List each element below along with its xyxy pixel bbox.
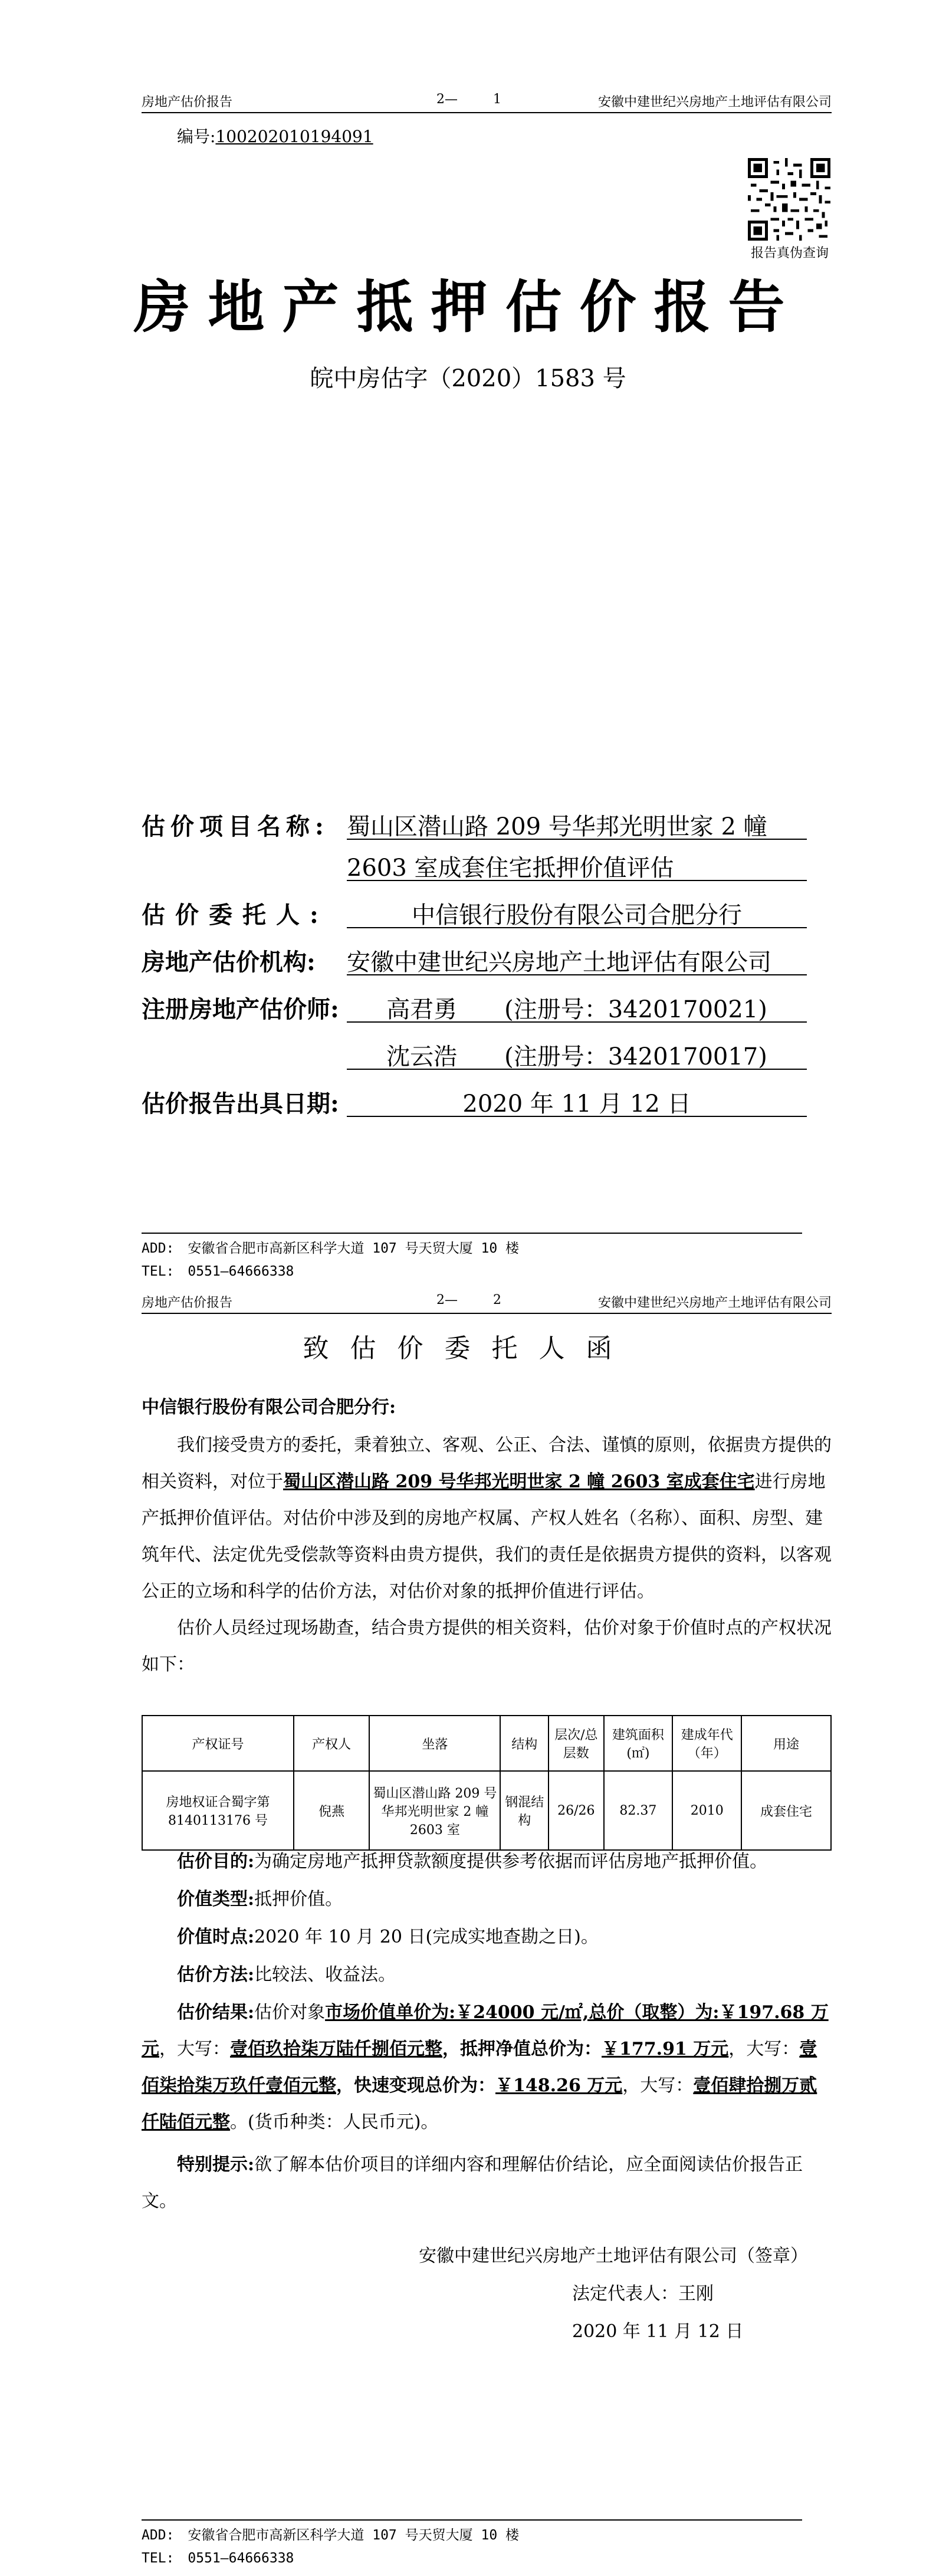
addressee: 中信银行股份有限公司合肥分行: xyxy=(142,1397,396,1418)
table-row xyxy=(142,1771,831,1850)
header-right: 安徽中建世纪兴房地产土地评估有限公司 xyxy=(597,95,832,110)
agency-label: 房地产估价机构: xyxy=(142,948,316,976)
col-location: 坐落 xyxy=(369,1716,500,1771)
appraiser-2: 沈云浩 (注册号：3420170017) xyxy=(347,1038,807,1070)
result-paragraph: 估价结果:估价对象市场价值单价为:￥24000 元/㎡,总价（取整）为:￥197.68 万元，大写：壹佰玖拾柒万陆仟捌佰元整，抵押净值总价为：￥177.91 万元，大写：壹佰柒拾柒万玖仟壹佰元整，快速变现总价为：￥148.26 万元，大写：壹佰肆拾捌万贰仟陆佰元整。(货币种类：人民币元)。 xyxy=(142,2002,829,2133)
cell-area: 82.37 xyxy=(604,1771,673,1850)
col-area: 建筑面积(㎡) xyxy=(604,1716,673,1771)
project-name-line2: 2603 室成套住宅抵押价值评估 xyxy=(347,849,807,881)
project-name-label: 估价项目名称: xyxy=(142,813,329,840)
header-page-number: 2— 1 xyxy=(436,92,501,107)
page-footer xyxy=(142,1233,802,1280)
header-page-number: 2— 2 xyxy=(436,1293,501,1307)
cell-location: 蜀山区潜山路 209 号华邦光明世家 2 幢 2603 室 xyxy=(369,1771,500,1850)
agency-value: 安徽中建世纪兴房地产土地评估有限公司 xyxy=(347,944,807,975)
signature-company: 安徽中建世纪兴房地产土地评估有限公司（签章） xyxy=(419,2246,808,2266)
footer-phone: TEL: 0551—64666338 xyxy=(142,1264,294,1279)
value-type-line: 价值类型:抵押价值。 xyxy=(177,1889,343,1910)
col-structure: 结构 xyxy=(500,1716,549,1771)
letter-title: 致估价委托人函 xyxy=(303,1333,633,1363)
page-header xyxy=(142,88,832,113)
signature-date: 2020 年 11 月 12 日 xyxy=(572,2321,744,2342)
cell-floor: 26/26 xyxy=(549,1771,603,1850)
cell-usage: 成套住宅 xyxy=(741,1771,831,1850)
client-value: 中信银行股份有限公司合肥分行 xyxy=(347,896,807,928)
footer-address: ADD: 安徽省合肥市高新区科学大道 107 号天贸大厦 10 楼 xyxy=(142,2528,520,2543)
col-year: 建成年代（年） xyxy=(672,1716,741,1771)
col-cert-no: 产权证号 xyxy=(142,1716,294,1771)
issue-date-value: 2020 年 11 月 12 日 xyxy=(347,1085,807,1117)
property-address: 蜀山区潜山路 209 号华邦光明世家 2 幢 2603 室成套住宅 xyxy=(283,1471,755,1492)
client-label: 估价委托人: xyxy=(142,901,329,929)
project-name-line1: 蜀山区潜山路 209 号华邦光明世家 2 幢 xyxy=(347,808,807,840)
serial-number: 编号:100202010194091 xyxy=(177,127,373,146)
letter-paragraph-2: 估价人员经过现场勘查，结合贵方提供的相关资料，估价对象于价值时点的产权状况如下： xyxy=(142,1618,832,1675)
qr-caption: 报告真伪查询 xyxy=(750,246,829,261)
cell-cert-no: 房地权证合蜀字第 8140113176 号 xyxy=(142,1771,294,1850)
col-owner: 产权人 xyxy=(294,1716,369,1771)
cell-year: 2010 xyxy=(672,1771,741,1850)
col-floor: 层次/总层数 xyxy=(549,1716,603,1771)
issue-date-label: 估价报告出具日期: xyxy=(142,1090,339,1118)
method-line: 估价方法:比较法、收益法。 xyxy=(177,1964,396,1985)
appraiser-label: 注册房地产估价师: xyxy=(142,995,339,1023)
header-right: 安徽中建世纪兴房地产土地评估有限公司 xyxy=(597,1296,832,1310)
footer-address: ADD: 安徽省合肥市高新区科学大道 107 号天贸大厦 10 楼 xyxy=(142,1241,520,1256)
header-left: 房地产估价报告 xyxy=(142,1296,233,1310)
page-header xyxy=(142,1289,832,1314)
value-date-line: 价值时点:2020 年 10 月 20 日(完成实地查勘之日)。 xyxy=(177,1927,599,1947)
page-footer-2 xyxy=(142,2519,802,2567)
table-header-row xyxy=(142,1716,831,1771)
report-title: 房地产抵押估价报告 xyxy=(133,274,803,340)
letter-paragraph-1: 我们接受贵方的委托，秉着独立、客观、公正、合法、谨慎的原则，依据贵方提供的相关资料，对位于蜀山区潜山路 209 号华邦光明世家 2 幢 2603 室成套住宅进行房地产抵押价值评估。对估价中涉及到的房地产权属、产权人姓名（名称）、面积、房型、建筑年代、法定优先受偿款等资料由贵方提供，我们的责任是依据贵方提供的资料，以客观公正的立场和科学的估价方法，对估价对象的抵押价值进行评估。 xyxy=(142,1435,832,1602)
header-left: 房地产估价报告 xyxy=(142,95,233,110)
cell-structure: 钢混结构 xyxy=(500,1771,549,1850)
appraiser-1: 高君勇 (注册号：3420170021) xyxy=(347,991,807,1023)
cell-owner: 倪燕 xyxy=(294,1771,369,1850)
purpose-line: 估价目的:为确定房地产抵押贷款额度提供参考依据而评估房地产抵押价值。 xyxy=(177,1851,768,1872)
signature-representative: 法定代表人：王刚 xyxy=(572,2283,714,2304)
col-usage: 用途 xyxy=(741,1716,831,1771)
property-rights-table xyxy=(142,1715,832,1851)
footer-phone: TEL: 0551—64666338 xyxy=(142,2551,294,2566)
special-note: 特别提示:欲了解本估价项目的详细内容和理解估价结论，应全面阅读估价报告正文。 xyxy=(142,2154,803,2212)
qr-code-icon[interactable] xyxy=(748,158,830,241)
document-number: 皖中房估字（2020）1583 号 xyxy=(310,365,626,392)
